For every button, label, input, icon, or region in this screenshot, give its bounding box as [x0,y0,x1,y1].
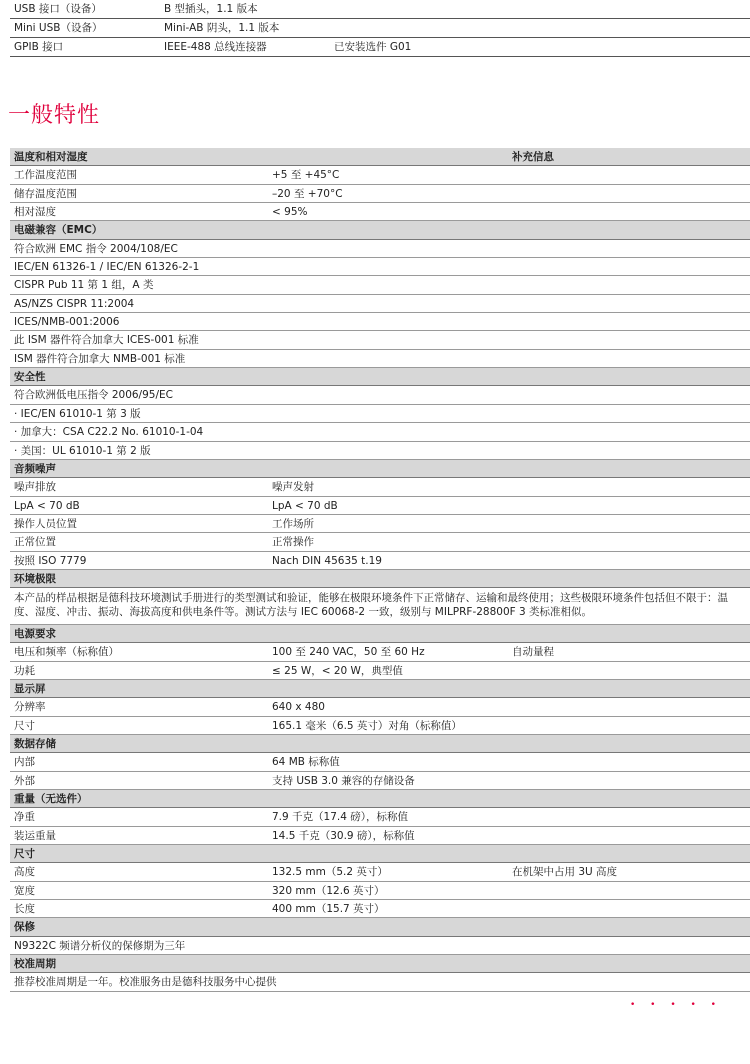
table-row [10,19,750,38]
cell-value: +5 至 +45°C [272,169,340,182]
table-row [10,350,750,368]
section-title: 一般特性 [8,103,101,128]
cell-label: 工作温度范围 [14,169,77,182]
cell-value: 400 mm（15.7 英寸） [272,903,385,916]
cell-label: USB 接口（设备） [14,3,102,15]
cell-value: ≤ 25 W，< 20 W，典型值 [272,664,403,677]
cell-value: 64 MB 标称值 [272,756,340,769]
table-row [10,240,750,258]
cell-label: 储存温度范围 [14,187,77,200]
spec-table [10,148,750,992]
cell-value: 正常操作 [272,536,314,549]
cell-label: 显示屏 [14,682,46,695]
cell-label: · IEC/EN 61010-1 第 3 版 [14,407,141,420]
cell-value: 14.5 千克（30.9 磅），标称值 [272,829,415,842]
table-row [10,295,750,313]
cell-note: 自动量程 [512,646,554,659]
cell-label: 操作人员位置 [14,517,77,530]
cell-label: 宽度 [14,884,35,897]
table-row [10,185,750,203]
cell-label: 数据存储 [14,738,56,750]
cell-label: 功耗 [14,664,35,677]
cell-note: 补充信息 [512,151,554,163]
cell-label: 按照 ISO 7779 [14,554,87,567]
table-row [10,386,750,404]
section-header-row [10,368,750,386]
cell-value: 132.5 mm（5.2 英寸） [272,866,388,879]
section-header-row [10,955,750,973]
table-row [10,900,750,918]
cell-label: 校准周期 [14,958,56,971]
cell-label: 高度 [14,866,35,879]
table-row [10,258,750,276]
table-row [10,442,750,460]
cell-label: 内部 [14,756,35,769]
table-row [10,276,750,294]
cell-value: Nach DIN 45635 t.19 [272,554,382,567]
paragraph-row [10,588,750,625]
cell-label: 保修 [14,921,35,934]
cell-label: 外部 [14,774,35,787]
table-row [10,166,750,184]
cell-value: IEEE-488 总线连接器 [164,41,267,53]
cell-label: 尺寸 [14,848,35,861]
cell-label: 净重 [14,811,35,824]
cell-label: 相对湿度 [14,206,56,219]
table-row [10,203,750,221]
table-row [10,313,750,331]
table-row [10,552,750,570]
cell-value: B 型插头，1.1 版本 [164,3,258,15]
cell-label: 此 ISM 器件符合加拿大 ICES-001 标准 [14,334,199,347]
cell-label: · 美国：UL 61010-1 第 2 版 [14,444,151,457]
cell-label: IEC/EN 61326-1 / IEC/EN 61326-2-1 [14,261,200,274]
cell-note: 在机架中占用 3U 高度 [512,866,618,879]
cell-label: 电磁兼容（EMC） [14,224,103,237]
cell-note: 已安装选件 G01 [334,41,412,53]
decorative-dots: • • • • • [630,1000,722,1010]
cell-label: AS/NZS CISPR 11:2004 [14,297,135,310]
cell-value: 640 x 480 [272,701,325,714]
table-row [10,405,750,423]
table-row [10,533,750,551]
interface-table [10,0,750,57]
cell-label: 音频噪声 [14,462,56,475]
cell-value: 165.1 毫米（6.5 英寸）对角（标称值） [272,719,462,732]
table-row [10,973,750,991]
cell-value: 320 mm（12.6 英寸） [272,884,385,897]
cell-label: N9322C 频谱分析仪的保修期为三年 [14,939,186,952]
cell-value: LpA < 70 dB [272,499,338,512]
paragraph-text: 本产品的样品根据是德科技环境测试手册进行的类型测试和验证，能够在极限环境条件下正常储存、运输和最终使用；这些极限环境条件包括但不限于：温度、湿度、冲击、振动、海拔高度和供电条件等。测试方法与 IEC 60068-2 一致，级别与 MILPRF-28800F 3 类标准相似。 [14,592,728,619]
table-row [10,423,750,441]
cell-value: 100 至 240 VAC，50 至 60 Hz [272,646,425,659]
table-row [10,497,750,515]
table-row [10,863,750,881]
cell-label: 温度和相对湿度 [14,151,88,163]
cell-label: CISPR Pub 11 第 1 组，A 类 [14,279,154,292]
table-row [10,772,750,790]
cell-label: 安全性 [14,371,46,384]
section-header-row [10,148,750,166]
section-header-row [10,735,750,753]
cell-label: GPIB 接口 [14,41,64,53]
cell-label: 装运重量 [14,829,56,842]
table-row [10,717,750,735]
table-row [10,827,750,845]
cell-label: 符合欧洲 EMC 指令 2004/108/EC [14,242,178,255]
table-row [10,478,750,496]
cell-label: 推荐校准周期是一年。校准服务由是德科技服务中心提供 [14,976,277,989]
cell-label: Mini USB（设备） [14,22,103,34]
section-header-row [10,790,750,808]
cell-label: 环境极限 [14,572,56,585]
section-header-row [10,625,750,643]
cell-label: · 加拿大：CSA C22.2 No. 61010-1-04 [14,426,204,439]
cell-label: 重量（无选件） [14,793,88,806]
cell-value: 支持 USB 3.0 兼容的存储设备 [272,774,415,787]
section-header-row [10,221,750,239]
cell-value: 噪声发射 [272,481,314,494]
cell-label: 分辨率 [14,701,46,714]
table-row [10,882,750,900]
section-header-row [10,680,750,698]
cell-value: 工作场所 [272,517,314,530]
cell-label: ISM 器件符合加拿大 NMB-001 标准 [14,352,186,365]
table-row [10,662,750,680]
table-row [10,515,750,533]
cell-label: LpA < 70 dB [14,499,80,512]
table-row [10,331,750,349]
table-row [10,698,750,716]
table-row [10,753,750,771]
cell-label: 电压和频率（标称值） [14,646,119,659]
cell-label: 正常位置 [14,536,56,549]
section-header-row [10,460,750,478]
cell-label: 电源要求 [14,627,56,640]
cell-value: Mini-AB 阴头，1.1 版本 [164,22,280,34]
section-header-row [10,845,750,863]
table-row [10,808,750,826]
section-header-row [10,570,750,588]
cell-label: ICES/NMB-001:2006 [14,316,120,329]
cell-label: 尺寸 [14,719,35,732]
table-row [10,643,750,661]
cell-value: < 95% [272,206,308,219]
table-row [10,0,750,19]
section-header-row [10,918,750,936]
cell-label: 符合欧洲低电压指令 2006/95/EC [14,389,173,402]
table-row [10,937,750,955]
cell-value: 7.9 千克（17.4 磅），标称值 [272,811,409,824]
cell-label: 噪声排放 [14,481,56,494]
cell-value: –20 至 +70°C [272,187,343,200]
table-row [10,38,750,57]
cell-label: 长度 [14,903,35,916]
